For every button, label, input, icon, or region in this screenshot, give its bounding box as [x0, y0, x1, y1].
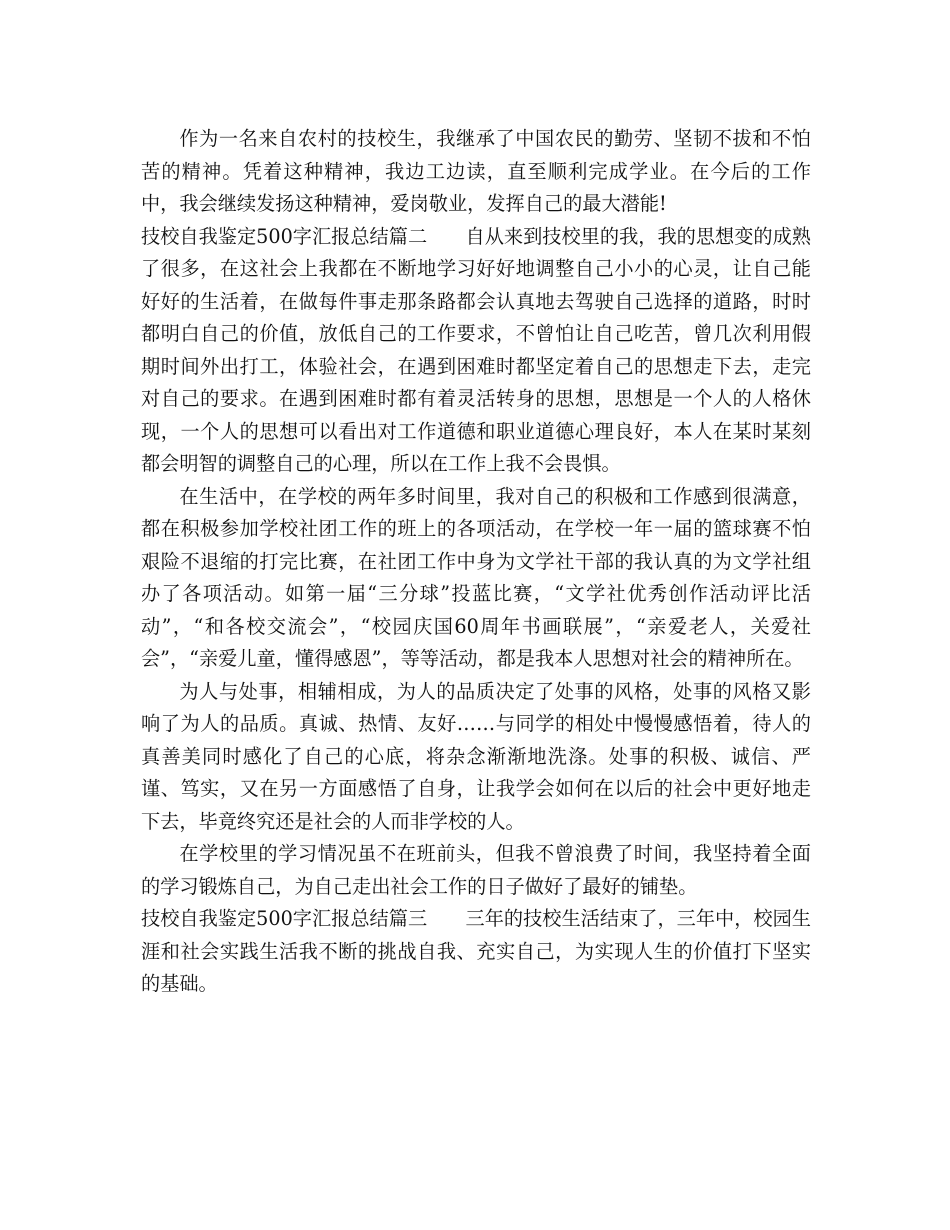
document-body — [141, 123, 811, 1001]
paragraph-intro-conclusion: 作为一名来自农村的技校生，我继承了中国农民的勤劳、坚韧不拔和不怕苦的精神。凭着这种精神，我边工边读，直至顺利完成学业。在今后的工作中，我会继续发扬这种精神，爱岗敬业，发挥自己的最大潜能! — [141, 127, 811, 215]
paragraph-section-two: 技校自我鉴定500字汇报总结篇二 自从来到技校里的我，我的思想变的成熟了很多，在这社会上我都在不断地学习好好地调整自己小小的心灵，让自己能好好的生活着，在做每件事走那条路都会认真地去驾驶自己选择的道路，时时都明白自己的价值，放低自己的工作要求，不曾怕让自己吃苦，曾几次利用假期时间外出打工，体验社会，在遇到困难时都坚定着自己的思想走下去，走完对自己的要求。在遇到困难时都有着灵活转身的思想，思想是一个人的人格休现，一个人的思想可以看出对工作道德和职业道德心理良好，本人在某时某刻都会明智的调整自己的心理，所以在工作上我不会畏惧。 — [141, 224, 811, 475]
paragraph-study: 在学校里的学习情况虽不在班前头，但我不曾浪费了时间，我坚持着全面的学习锻炼自己，为自己走出社会工作的日子做好了最好的铺垫。 — [141, 842, 811, 898]
paragraph-conduct: 为人与处事，相辅相成，为人的品质决定了处事的风格，处事的风格又影响了为人的品质。真诚、热情、友好……与同学的相处中慢慢感悟着，待人的真善美同时感化了自己的心底，将杂念渐渐地洗涤。处事的积极、诚信、严谨、笃实，又在另一方面感悟了自身，让我学会如何在以后的社会中更好地走下去，毕竟终究还是社会的人而非学校的人。 — [141, 679, 811, 833]
paragraph-school-life: 在生活中，在学校的两年多时间里，我对自己的积极和工作感到很满意，都在积极参加学校社团工作的班上的各项活动，在学校一年一届的篮球赛不怕艰险不退缩的打完比赛，在社团工作中身为文学社干部的我认真的为文学社组办了各项活动。如第一届“三分球”投蓝比赛，“文学社优秀创作活动评比活动”，“和各校交流会”，“校园庆国60周年书画联展”，“亲爱老人，关爱社会”，“亲爱儿童，懂得感恩”，等等活动，都是我本人思想对社会的精神所在。 — [141, 484, 811, 670]
paragraph-section-three: 技校自我鉴定500字汇报总结篇三 三年的技校生活结束了，三年中，校园生涯和社会实践生活我不断的挑战自我、充实自己，为实现人生的价值打下坚实的基础。 — [141, 907, 811, 995]
